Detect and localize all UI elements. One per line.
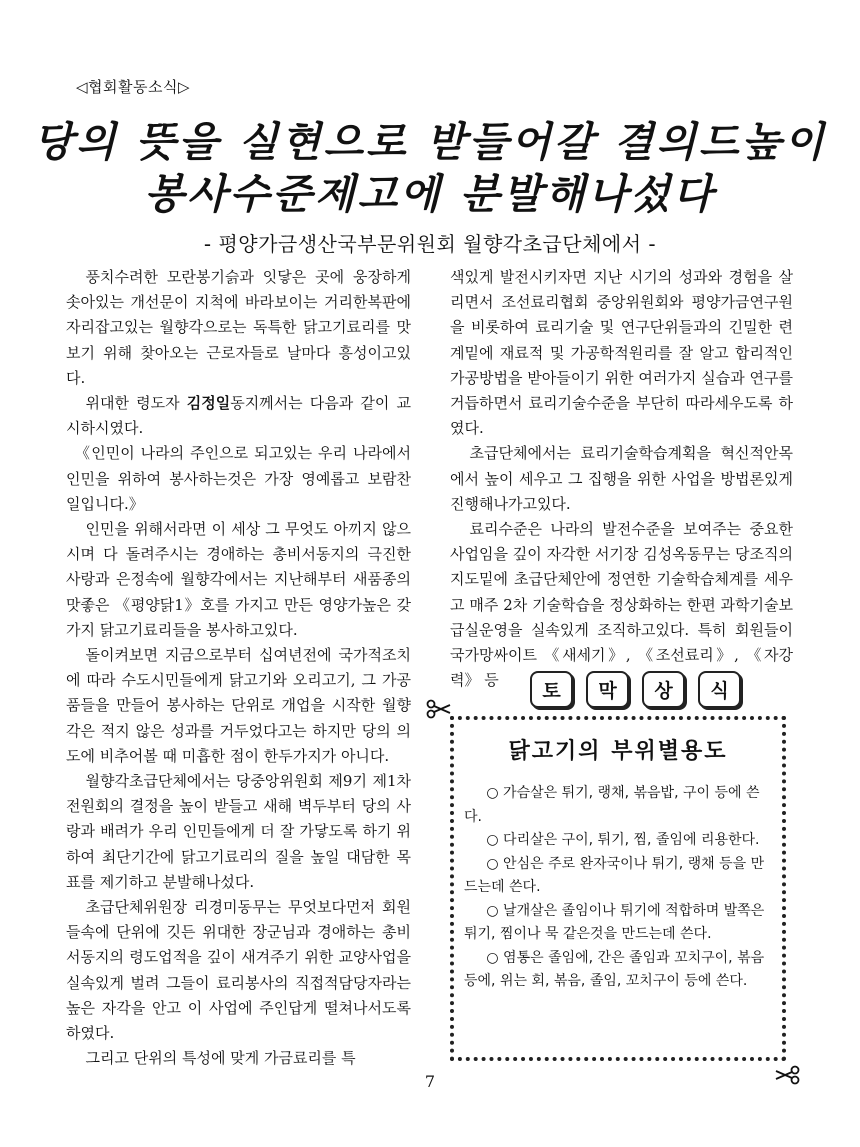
tip-key: 토 [530,671,573,708]
paragraph: 돌이켜보면 지금으로부터 십여년전에 국가적조치에 따라 수도시민들에게 닭고기와 오리고기, 그 가공품들을 만들어 봉사하는 단위로 개업을 시작한 월향각은 적지 않은 성과를 거두었다고는 하지만 당의 의도에 비추어볼 때 미흡한 점이 한두가지가 아니다. [66,646,411,765]
paragraph: 초급단체위원장 리경미동무는 무엇보다먼저 회원들속에 단위에 깃든 위대한 장군님과 경애하는 총비서동지의 령도업적을 깊이 새겨주기 위한 교양사업을 실속있게 벌려 그들이 료리봉사의 직접적담당자라는 높은 자각을 안고 이 사업에 주인답게 떨쳐나서도록 하였다. [66,898,411,1043]
tip-key: 막 [586,671,629,708]
tip-key: 식 [698,671,741,708]
paragraph: 풍치수려한 모란봉기슭과 잇닿은 곳에 웅장하게 솟아있는 개선문이 지척에 바라보이는 거리한복판에 자리잡고있는 월향각으로는 독특한 닭고기료리를 맛보기 위해 찾아오는 근로자들로 날마다 흥성이고있다. [66,268,411,387]
tip-item: ○ 날개살은 졸임이나 튀기에 적합하며 발쪽은 튀기, 찜이나 묵 같은것을 만드는데 쓴다. [464,902,765,942]
paragraph [66,391,411,441]
paragraph: 월향각초급단체에서는 당중앙위원회 제9기 제1차전원회의 결정을 높이 받들고 새해 벽두부터 당의 사랑과 배려가 우리 인민들에게 더 잘 가닿도록 하기 위하여 최단기간에 닭고기료리의 질을 높일 대담한 목표를 제기하고 분발해나섰다. [66,772,411,891]
section-tag: ◁협회활동소식▷ [76,78,191,96]
leader-name: 김정일 [186,394,231,413]
quotation: 《인민이 나라의 주인으로 되고있는 우리 나라에서 인민을 위하여 봉사하는것은 가장 영예롭고 보람찬 일입니다.》 [66,444,411,513]
tip-list [464,782,770,994]
tip-keys [530,671,741,708]
article-title-line-2: 봉사수준제고에 분발해나섰다 [144,170,716,218]
text-run: 위대한 령도자 [85,394,187,413]
text-run: 동지께서는 다음과 같이 교시하시였다. [66,394,411,438]
tip-item: ○ 안심은 주로 완자국이나 튀기, 랭채 등을 만드는데 쓴다. [464,855,765,895]
page-number: 7 [424,1072,436,1091]
tip-title: 닭고기의 부위별용도 [508,739,728,764]
right-column [450,265,793,693]
paragraph: 그리고 단위의 특성에 맞게 가금료리를 특 [85,1049,356,1068]
paragraph: 색있게 발전시키자면 지난 시기의 성과와 경험을 살리면서 조선료리협회 중앙위원회와 평양가금연구원을 비롯하여 료리기술 및 연구단위들과의 긴밀한 련계밑에 재료적 및 가공학적원리를 잘 알고 합리적인 가공방법을 받아들이기 위한 여러가지 실습과 연구를 거듭하면서 료리기술수준을 부단히 따라세우도록 하였다. [450,268,793,438]
paragraph: 인민을 위해서라면 이 세상 그 무엇도 아끼지 않으시며 다 돌려주시는 경애하는 총비서동지의 극진한 사랑과 은정속에 월향각에서는 지난해부터 새품종의 맛좋은 《평양닭1》호를 가지고 만든 영양가높은 갖가지 닭고기료리들을 봉사하고있다. [66,520,411,639]
article-subtitle: - 평양가금생산국부문위원회 월향각초급단체에서 - [203,232,657,256]
tip-item: ○ 염통은 졸임에, 간은 졸임과 꼬치구이, 볶음 등에, 위는 회, 볶음, 졸임, 꼬치구이 등에 쓴다. [464,949,765,989]
left-column [66,265,411,1072]
paragraph: 료리수준은 나라의 발전수준을 보여주는 중요한 사업임을 깊이 자각한 서기장 김성옥동무는 당조직의 지도밑에 초급단체안에 정연한 기술학습체계를 세우고 매주 2차 기술학습을 정상화하는 한편 과학기술보급실운영을 실속있게 조직하고있다. 특히 회원들이 국가망싸이트 《새세기》, 《조선료리》, 《자강력》 등 [450,520,793,690]
article-title-line-1: 당의 뜻을 실현으로 받들어갈 결의드높이 [33,118,827,166]
tip-box [450,716,786,1061]
tip-key: 상 [642,671,685,708]
paragraph: 초급단체에서는 료리기술학습계획을 혁신적안목에서 높이 세우고 그 집행을 위한 사업을 방법론있게 진행해나가고있다. [450,444,793,513]
scissors-icon [426,698,452,720]
tip-item: ○ 가슴살은 튀기, 랭채, 볶음밥, 구이 등에 쓴다. [464,785,760,825]
tip-item: ○ 다리살은 구이, 튀기, 찜, 졸임에 리용한다. [486,832,760,848]
